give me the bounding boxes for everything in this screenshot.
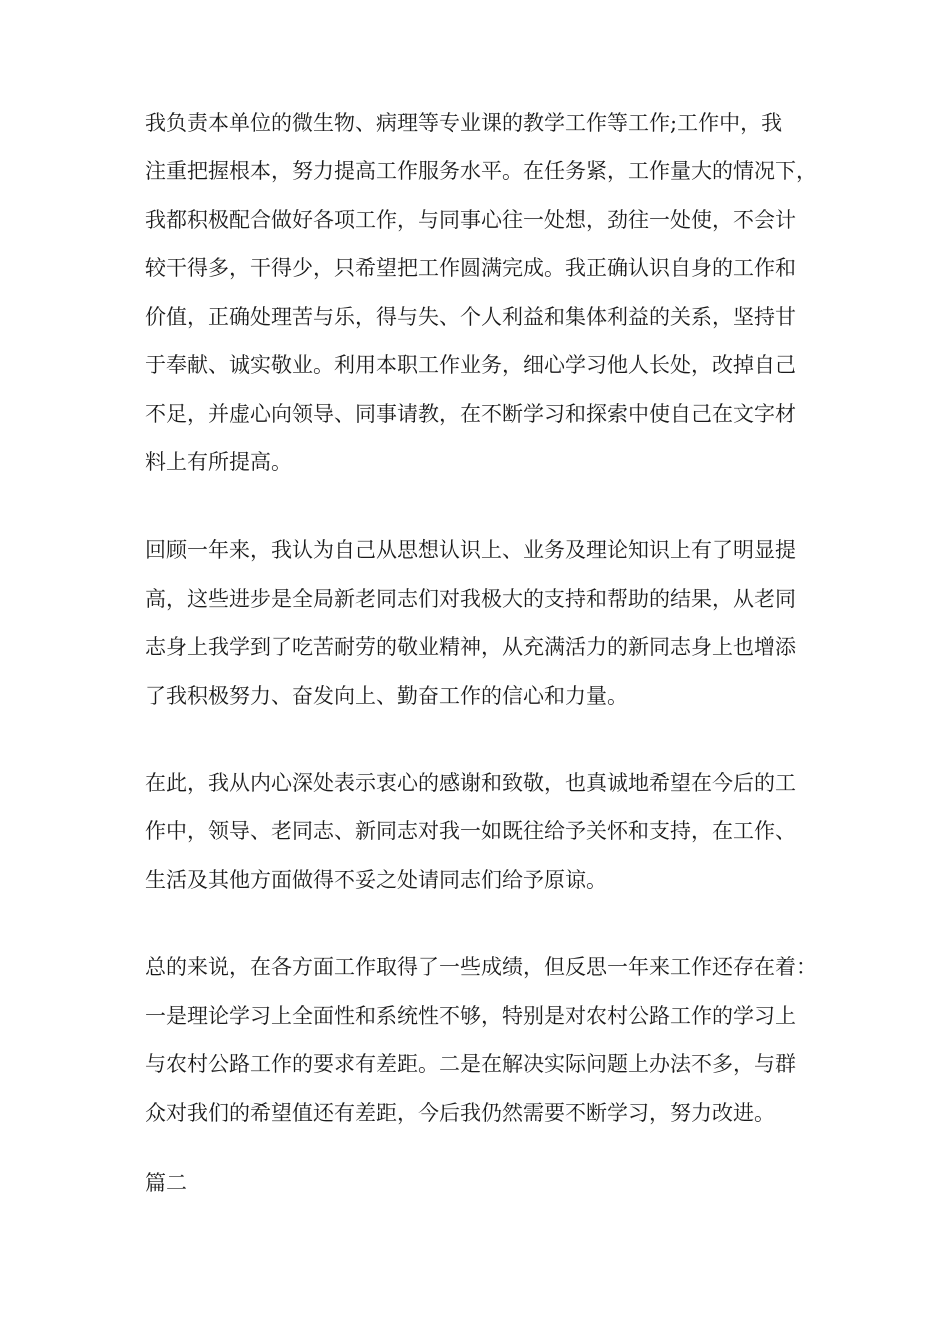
text-line: 高，这些进步是全局新老同志们对我极大的支持和帮助的结果，从老同 [145,587,796,611]
text-line: 不足，并虚心向领导、同事请教，在不断学习和探索中使自己在文字材 [145,402,796,426]
text-line: 在此，我从内心深处表示衷心的感谢和致敬，也真诚地希望在今后的工 [145,771,796,795]
text-line: 较干得多，干得少，只希望把工作圆满完成。我正确认识自身的工作和 [145,256,796,280]
text-line: 志身上我学到了吃苦耐劳的敬业精神，从充满活力的新同志身上也增添 [145,635,796,659]
text-line: 与农村公路工作的要求有差距。二是在解决实际问题上办法不多，与群 [145,1052,796,1076]
text-line: 总的来说，在各方面工作取得了一些成绩，但反思一年来工作还存在着： [145,955,817,979]
text-line: 价值，正确处理苦与乐，得与失、个人利益和集体利益的关系，坚持甘 [145,305,796,329]
text-line: 料上有所提高。 [145,450,292,474]
text-line: 于奉献、诚实敬业。利用本职工作业务，细心学习他人长处，改掉自己 [145,353,796,377]
text-line: 作中，领导、老同志、新同志对我一如既往给予关怀和支持，在工作、 [145,819,796,843]
text-line: 生活及其他方面做得不妥之处请同志们给予原谅。 [145,868,607,892]
text-line: 我都积极配合做好各项工作，与同事心往一处想，劲往一处使，不会计 [145,208,796,232]
text-line: 众对我们的希望值还有差距，今后我仍然需要不断学习，努力改进。 [145,1101,775,1125]
text-line: 我负责本单位的微生物、病理等专业课的教学工作等工作;工作中，我 [145,111,783,135]
text-line: 了我积极努力、奋发向上、勤奋工作的信心和力量。 [145,684,628,708]
text-line: 一是理论学习上全面性和系统性不够，特别是对农村公路工作的学习上 [145,1004,796,1028]
text-line: 回顾一年来，我认为自己从思想认识上、业务及理论知识上有了明显提 [145,538,796,562]
section-title: 篇二 [145,1171,187,1195]
text-line: 注重把握根本，努力提高工作服务水平。在任务紧，工作量大的情况下， [145,159,817,183]
